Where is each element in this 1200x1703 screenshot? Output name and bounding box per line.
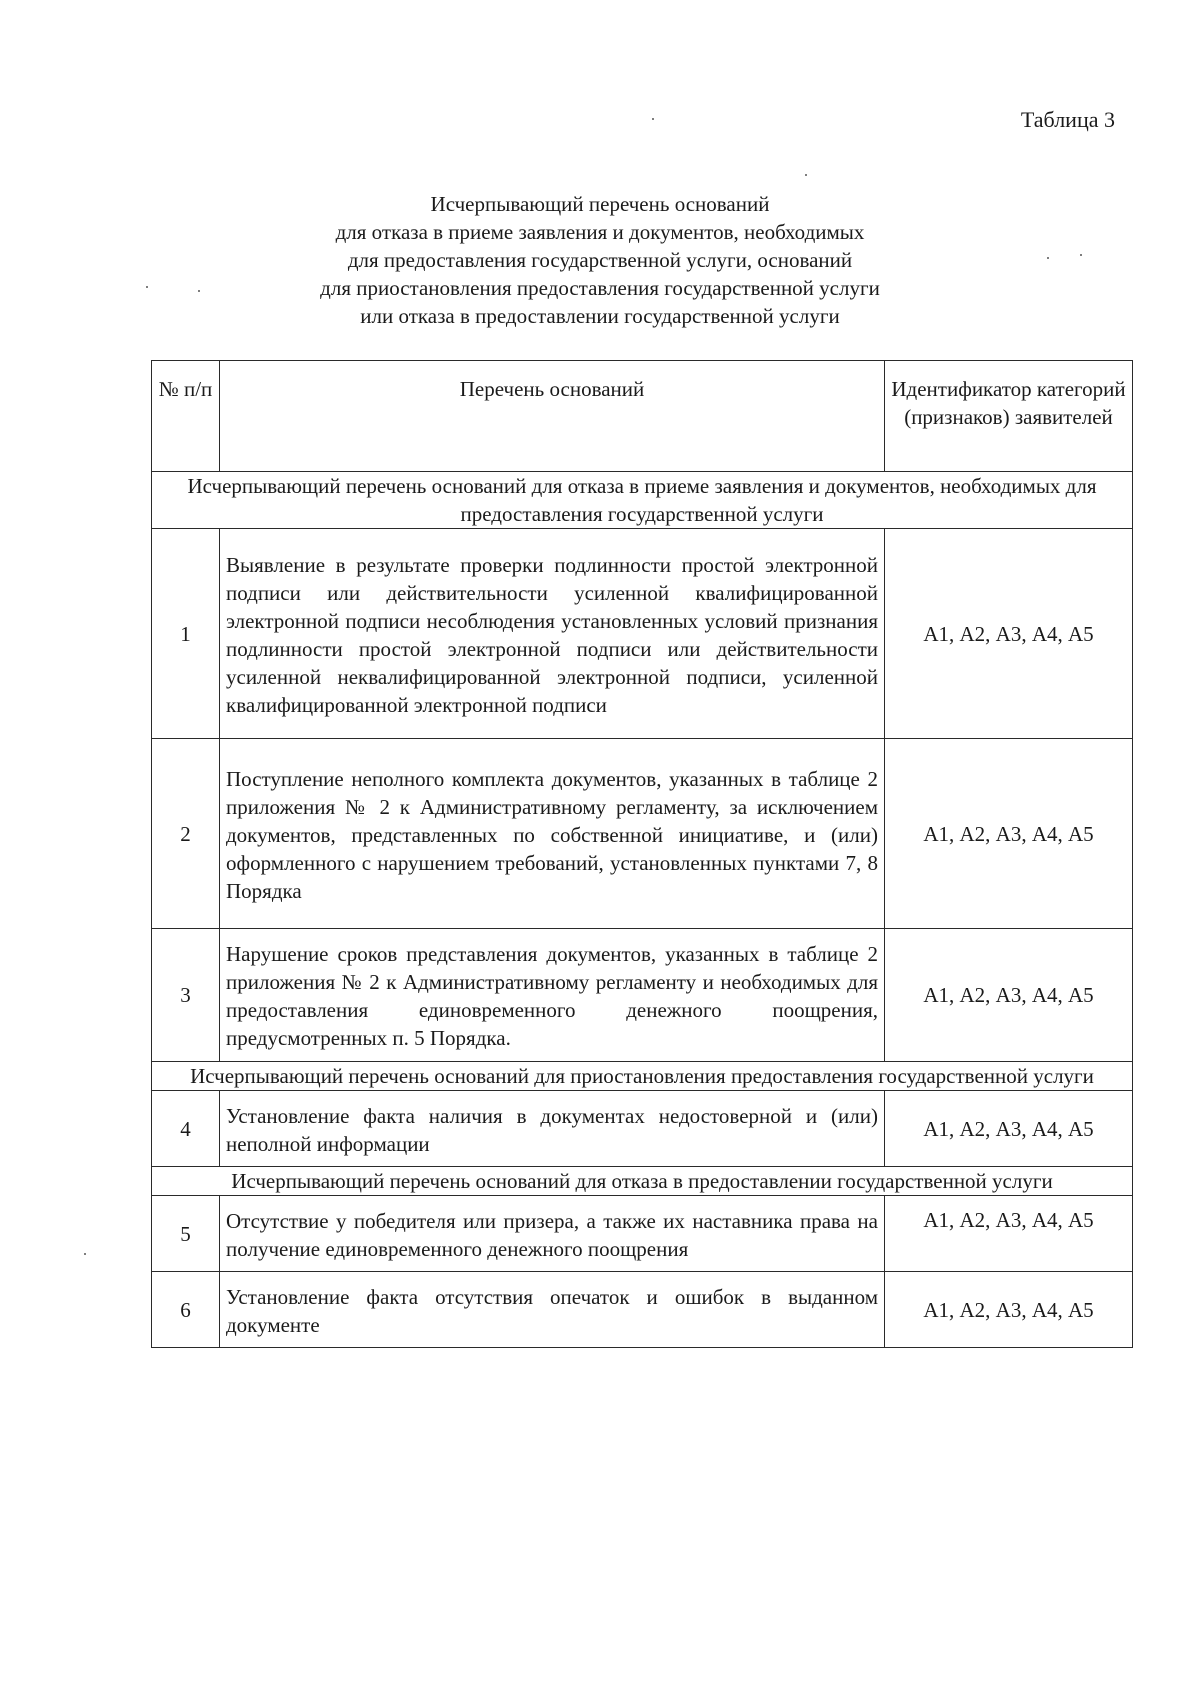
- row-ground-text: Нарушение сроков представления документов, указанных в таблице 2 приложения № 2 к Административному регламенту и необходимых для предоставления единовременного денежного поощрения, предусмотренных п. 5 Порядка.: [220, 929, 885, 1062]
- scan-speck: [198, 290, 200, 292]
- scan-speck: [652, 118, 654, 120]
- row-ground-text: Поступление неполного комплекта документов, указанных в таблице 2 приложения № 2 к Административному регламенту, за исключением документов, представленных по собственной инициативе, и (или) оформленного с нарушением требований, установленных пунктами 7, 8 Порядка: [220, 739, 885, 929]
- row-number: 5: [152, 1196, 220, 1272]
- section-title: Исчерпывающий перечень оснований для отказа в приеме заявления и документов, необходимых для предоставления государственной услуги: [152, 472, 1133, 529]
- title-line: Исчерпывающий перечень оснований: [430, 192, 770, 216]
- table-header-row: [152, 361, 1133, 472]
- title-line: для предоставления государственной услуги, оснований: [347, 248, 853, 272]
- grounds-table: [151, 360, 1133, 1348]
- table-row: [152, 1272, 1133, 1348]
- row-ground-text: Выявление в результате проверки подлинности простой электронной подписи или действительности усиленной квалифицированной электронной подписи несоблюдения установленных условий признания подлинности простой электронной подписи или действительности усиленной неквалифицированной электронной подписи, усиленной квалифицированной электронной подписи: [220, 529, 885, 739]
- scan-speck: [805, 174, 807, 176]
- scan-speck: [1047, 257, 1049, 259]
- row-identifiers: А1, А2, А3, А4, А5: [885, 929, 1133, 1062]
- row-number: 1: [152, 529, 220, 739]
- table-row: [152, 929, 1133, 1062]
- table-number-label: Таблица 3: [1020, 107, 1115, 132]
- header-grounds: Перечень оснований: [220, 361, 885, 472]
- row-number: 4: [152, 1091, 220, 1167]
- row-ground-text: Установление факта наличия в документах недостоверной и (или) неполной информации: [220, 1091, 885, 1167]
- row-ground-text: Установление факта отсутствия опечаток и ошибок в выданном документе: [220, 1272, 885, 1348]
- scan-speck: [84, 1253, 86, 1255]
- header-identifier: Идентификатор категорий (признаков) заявителей: [885, 361, 1133, 472]
- row-identifiers: А1, А2, А3, А4, А5: [885, 1272, 1133, 1348]
- table-row: [152, 1196, 1133, 1272]
- section-title: Исчерпывающий перечень оснований для отказа в предоставлении государственной услуги: [152, 1167, 1133, 1196]
- row-number: 2: [152, 739, 220, 929]
- section-row: [152, 1167, 1133, 1196]
- title-line: для приостановления предоставления государственной услуги: [320, 276, 880, 300]
- header-num: № п/п: [152, 361, 220, 472]
- scan-speck: [1080, 254, 1082, 256]
- scan-speck: [146, 286, 148, 288]
- table-row: [152, 529, 1133, 739]
- table-row: [152, 739, 1133, 929]
- row-identifiers: А1, А2, А3, А4, А5: [885, 739, 1133, 929]
- table-row: [152, 1091, 1133, 1167]
- section-row: [152, 1062, 1133, 1091]
- section-title: Исчерпывающий перечень оснований для приостановления предоставления государственной услуги: [152, 1062, 1133, 1091]
- title-line: для отказа в приеме заявления и документов, необходимых: [335, 220, 865, 244]
- row-identifiers: А1, А2, А3, А4, А5: [885, 1196, 1133, 1272]
- row-identifiers: А1, А2, А3, А4, А5: [885, 529, 1133, 739]
- title-line: или отказа в предоставлении государственной услуги: [360, 304, 840, 328]
- section-row: [152, 472, 1133, 529]
- document-title: [0, 190, 1200, 330]
- row-number: 3: [152, 929, 220, 1062]
- row-number: 6: [152, 1272, 220, 1348]
- row-identifiers: А1, А2, А3, А4, А5: [885, 1091, 1133, 1167]
- row-ground-text: Отсутствие у победителя или призера, а также их наставника права на получение единовременного денежного поощрения: [220, 1196, 885, 1272]
